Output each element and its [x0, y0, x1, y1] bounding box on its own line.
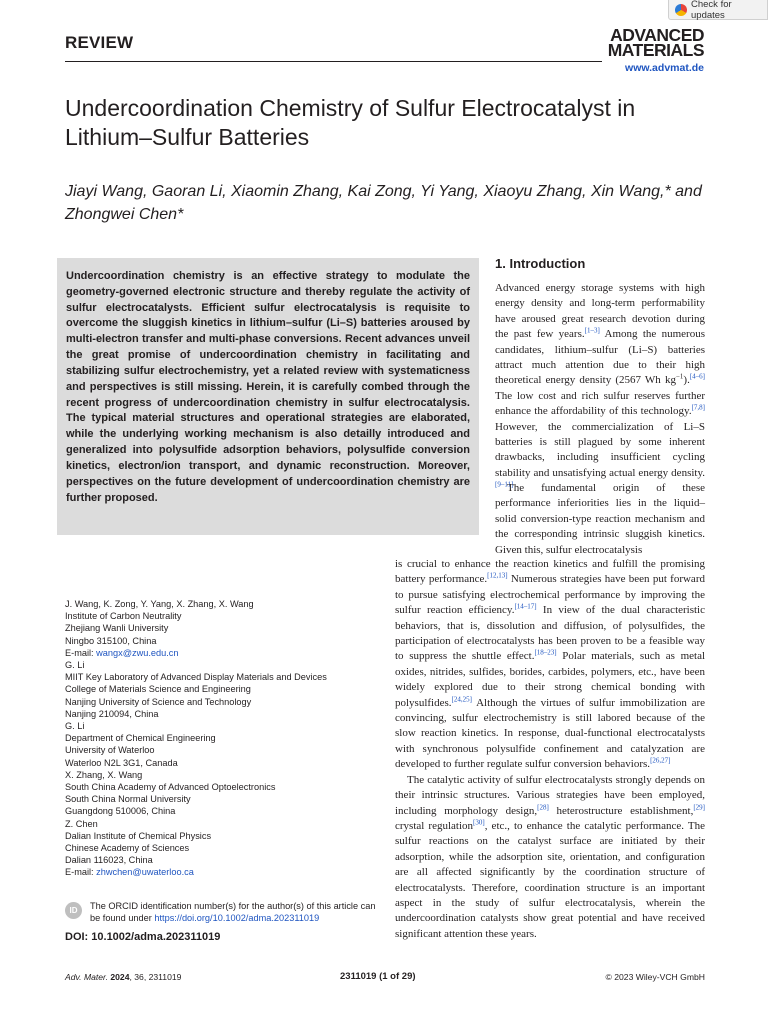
orcid-doi-link[interactable]: https://doi.org/10.1002/adma.202311019 [154, 913, 320, 924]
text-run: , etc., to enhance the catalytic performance. The sulfur reactions on the catalyst surface are initiated by their adsorption, while the adsorption site, orientation, and configuration are all affected significantly by the coordination structure of electrocatalysts. Therefore, coordination structure is an important aspect in the study of sulfur electrocatalysis, wherein the undercoordination catalysts show great potential and have received significant attention these years. [395, 819, 706, 940]
reference-link[interactable]: [24,25] [451, 695, 472, 703]
abstract-text: Undercoordination chemistry is an effective strategy to modulate the geometry-governed electronic structure and thereby regulate the activity of sulfur electrocatalysts. Efficient sulfur electrocatalysis is requisite to overcome the sluggish kinetics in lithium–sulfur (Li–S) batteries aroused by multi-electron transfer and multi-phase conversions. Recent advances unveil the great promise of undercoordination chemistry in facilitating and stabilizing sulfur electrochemistry, yet a related review with systematicness and perspectives is still missing. Herein, it is carefully combed through the recent progress of undercoordination chemistry in sulfur electrocatalysis. The typical material structures and operational strategies are elaborated, while the underlying working mechanism is also detailly introduced and generalized into polysulfide adsorption behaviors, polysulfide conversion kinetics, electron/ion transport, and dynamic reconstruction. Moreover, perspectives on the future development of undercoordination chemistry are further proposed. [66, 270, 470, 504]
reference-link[interactable]: [12,13] [487, 571, 508, 580]
intro-paragraph-1 [495, 281, 705, 497]
affiliation-line: College of Materials Science and Engineering [65, 684, 251, 695]
author-list: Jiayi Wang, Gaoran Li, Xiaomin Zhang, Kai Zong, Yi Yang, Xiaoyu Zhang, Xin Wang,* and Zhongwei Chen* [65, 183, 702, 223]
check-for-updates-label: Check for updates [691, 0, 732, 21]
footer-citation-year: 2024 [110, 972, 130, 982]
orcid-text [90, 900, 385, 924]
text-run: Although the virtues of sulfur immobilization are convincing, sulfur electrochemistry is still labored because of the slow reaction kinetics. In response, dual-functional electrocatalysts with synchronous polysulfide confinement and catalyzation are developed to further regulate sulfur conversion behaviors. [395, 696, 705, 771]
journal-logo [600, 25, 704, 60]
reference-link[interactable]: [18–23] [534, 648, 557, 657]
text-run: ). [683, 374, 690, 387]
affiliation-line: Waterloo N2L 3G1, Canada [65, 757, 178, 768]
journal-logo-line2: MATERIALS [607, 40, 704, 60]
affiliation-line: G. Li [65, 660, 85, 671]
reference-link[interactable]: [14–17] [514, 602, 537, 611]
affiliation-line: University of Waterloo [65, 745, 155, 756]
intro-paragraph-2-continued [395, 557, 705, 773]
text-run: However, the commercialization of Li–S batteries is still plagued by some inherent drawbacks, including insufficient cycling stability and unsatisfying actual energy density. [495, 420, 705, 479]
reference-link[interactable]: [28] [537, 802, 549, 811]
text-run: Among the numerous candidates, lithium–sulfur (Li–S) batteries attract much attention due to their high theoretical energy density (2567 Wh kg [495, 328, 705, 387]
affiliation-line: Dalian 116023, China [65, 855, 153, 866]
affiliation-line: G. Li [65, 721, 85, 732]
affiliation-line: South China Normal University [65, 794, 191, 805]
section-label: REVIEW [65, 33, 134, 52]
reference-link[interactable]: [26,27] [650, 756, 671, 765]
text-run: In view of the dual characteristic behaviors, that is, dissolution and diffusion, of polysulfides, the participation of electrocatalysts has been proven to be a feasible way to suppress the shuttle effect. [395, 604, 705, 663]
reference-link[interactable]: [4–6] [689, 372, 705, 381]
orcid-statement: The ORCID identification number(s) for the author(s) of this article can be found under [90, 901, 376, 924]
intro-paragraph-3 [395, 773, 705, 942]
text-run: The low cost and rich sulfur reserves further enhance the affordability of this technology. [495, 389, 705, 418]
email-link[interactable]: wangx@zwu.edu.cn [96, 647, 179, 658]
orcid-icon: ID [65, 902, 82, 919]
affiliation-line: Z. Chen [65, 818, 98, 829]
affiliation-line: X. Zhang, X. Wang [65, 769, 143, 780]
affiliation-line: MIIT Key Laboratory of Advanced Display Materials and Devices [65, 672, 327, 683]
reference-link[interactable]: [30] [473, 818, 485, 827]
intro-paragraph-2-start: The fundamental origin of these performance inferiorities lies in the liquid–solid conversion-type reaction mechanism and the corresponding intrinsic sluggish kinetics. Given this, sulfur electrocatalysis [495, 482, 705, 556]
affiliation-line: South China Academy of Advanced Optoelectronics [65, 782, 276, 793]
affiliation-line: J. Wang, K. Zong, Y. Yang, X. Zhang, X. Wang [65, 599, 254, 609]
footer-citation-journal: Adv. Mater. [65, 972, 108, 982]
reference-link[interactable]: [29] [693, 802, 705, 811]
text-run: Advanced energy storage systems with high energy density and long-term performability have aroused great research devotion during the past few years. [495, 282, 705, 341]
orcid-note [65, 900, 385, 924]
text-run: The catalytic activity of sulfur electrocatalysts strongly depends on their intrinsic structures. Various strategies have been employed, including morphology design, [395, 773, 705, 817]
affiliation-line: Ningbo 315100, China [65, 635, 157, 646]
footer-citation-volume: , 36, 2311019 [129, 972, 182, 982]
journal-logo-line1: ADVANCED [610, 25, 704, 45]
reference-link[interactable]: [9–11] [495, 480, 514, 489]
article-title: Undercoordination Chemistry of Sulfur Electrocatalyst in Lithium–Sulfur Batteries [65, 95, 636, 150]
exponent: −1 [675, 372, 684, 381]
text-run: heterostructure establishment, [548, 804, 694, 817]
affiliation-line: Nanjing University of Science and Technology [65, 696, 252, 707]
affiliations-block [65, 598, 375, 879]
email-link[interactable]: zhwchen@uwaterloo.ca [96, 867, 194, 878]
reference-link[interactable]: [1–3] [584, 326, 600, 335]
affiliation-line: Institute of Carbon Neutrality [65, 611, 182, 622]
affiliation-line: Zhejiang Wanli University [65, 623, 169, 634]
footer-citation [65, 972, 181, 982]
header-divider [65, 61, 602, 62]
text-run: Polar materials, such as metal oxides, nitrides, sulfides, borides, carbides, polymers, etc., have been widely explored due to their strong chemical bonding with polysulfides. [395, 650, 706, 709]
check-for-updates-badge[interactable] [668, 0, 768, 20]
affiliation-line: Department of Chemical Engineering [65, 733, 216, 744]
footer-copyright: © 2023 Wiley-VCH GmbH [605, 972, 705, 982]
text-run: is crucial to enhance the reaction kinetics and fulfill the promising battery performance. [395, 558, 705, 586]
email-label: E-mail: [65, 867, 97, 878]
text-run: crystal regulation [395, 819, 474, 832]
affiliation-line: Dalian Institute of Chemical Physics [65, 830, 212, 841]
footer-page-number: 2311019 (1 of 29) [340, 971, 416, 982]
crossmark-icon [675, 4, 687, 16]
affiliation-email-line [65, 647, 375, 659]
journal-url-link[interactable]: www.advmat.de [625, 62, 704, 74]
reference-link[interactable]: [7,8] [691, 403, 705, 412]
article-doi[interactable]: DOI: 10.1002/adma.202311019 [65, 931, 221, 943]
affiliation-line: Guangdong 510006, China [65, 806, 176, 817]
intro-full-column [395, 557, 705, 942]
affiliation-line: Chinese Academy of Sciences [65, 843, 190, 854]
affiliation-email-line [65, 866, 375, 878]
text-run: Numerous strategies have been put forward to pursue satisfying electrochemical performance by improving the sulfur reaction efficiency. [395, 573, 705, 617]
email-label: E-mail: [65, 647, 97, 658]
affiliation-line: Nanjing 210094, China [65, 708, 159, 719]
section-heading-introduction: 1. Introduction [495, 256, 586, 271]
